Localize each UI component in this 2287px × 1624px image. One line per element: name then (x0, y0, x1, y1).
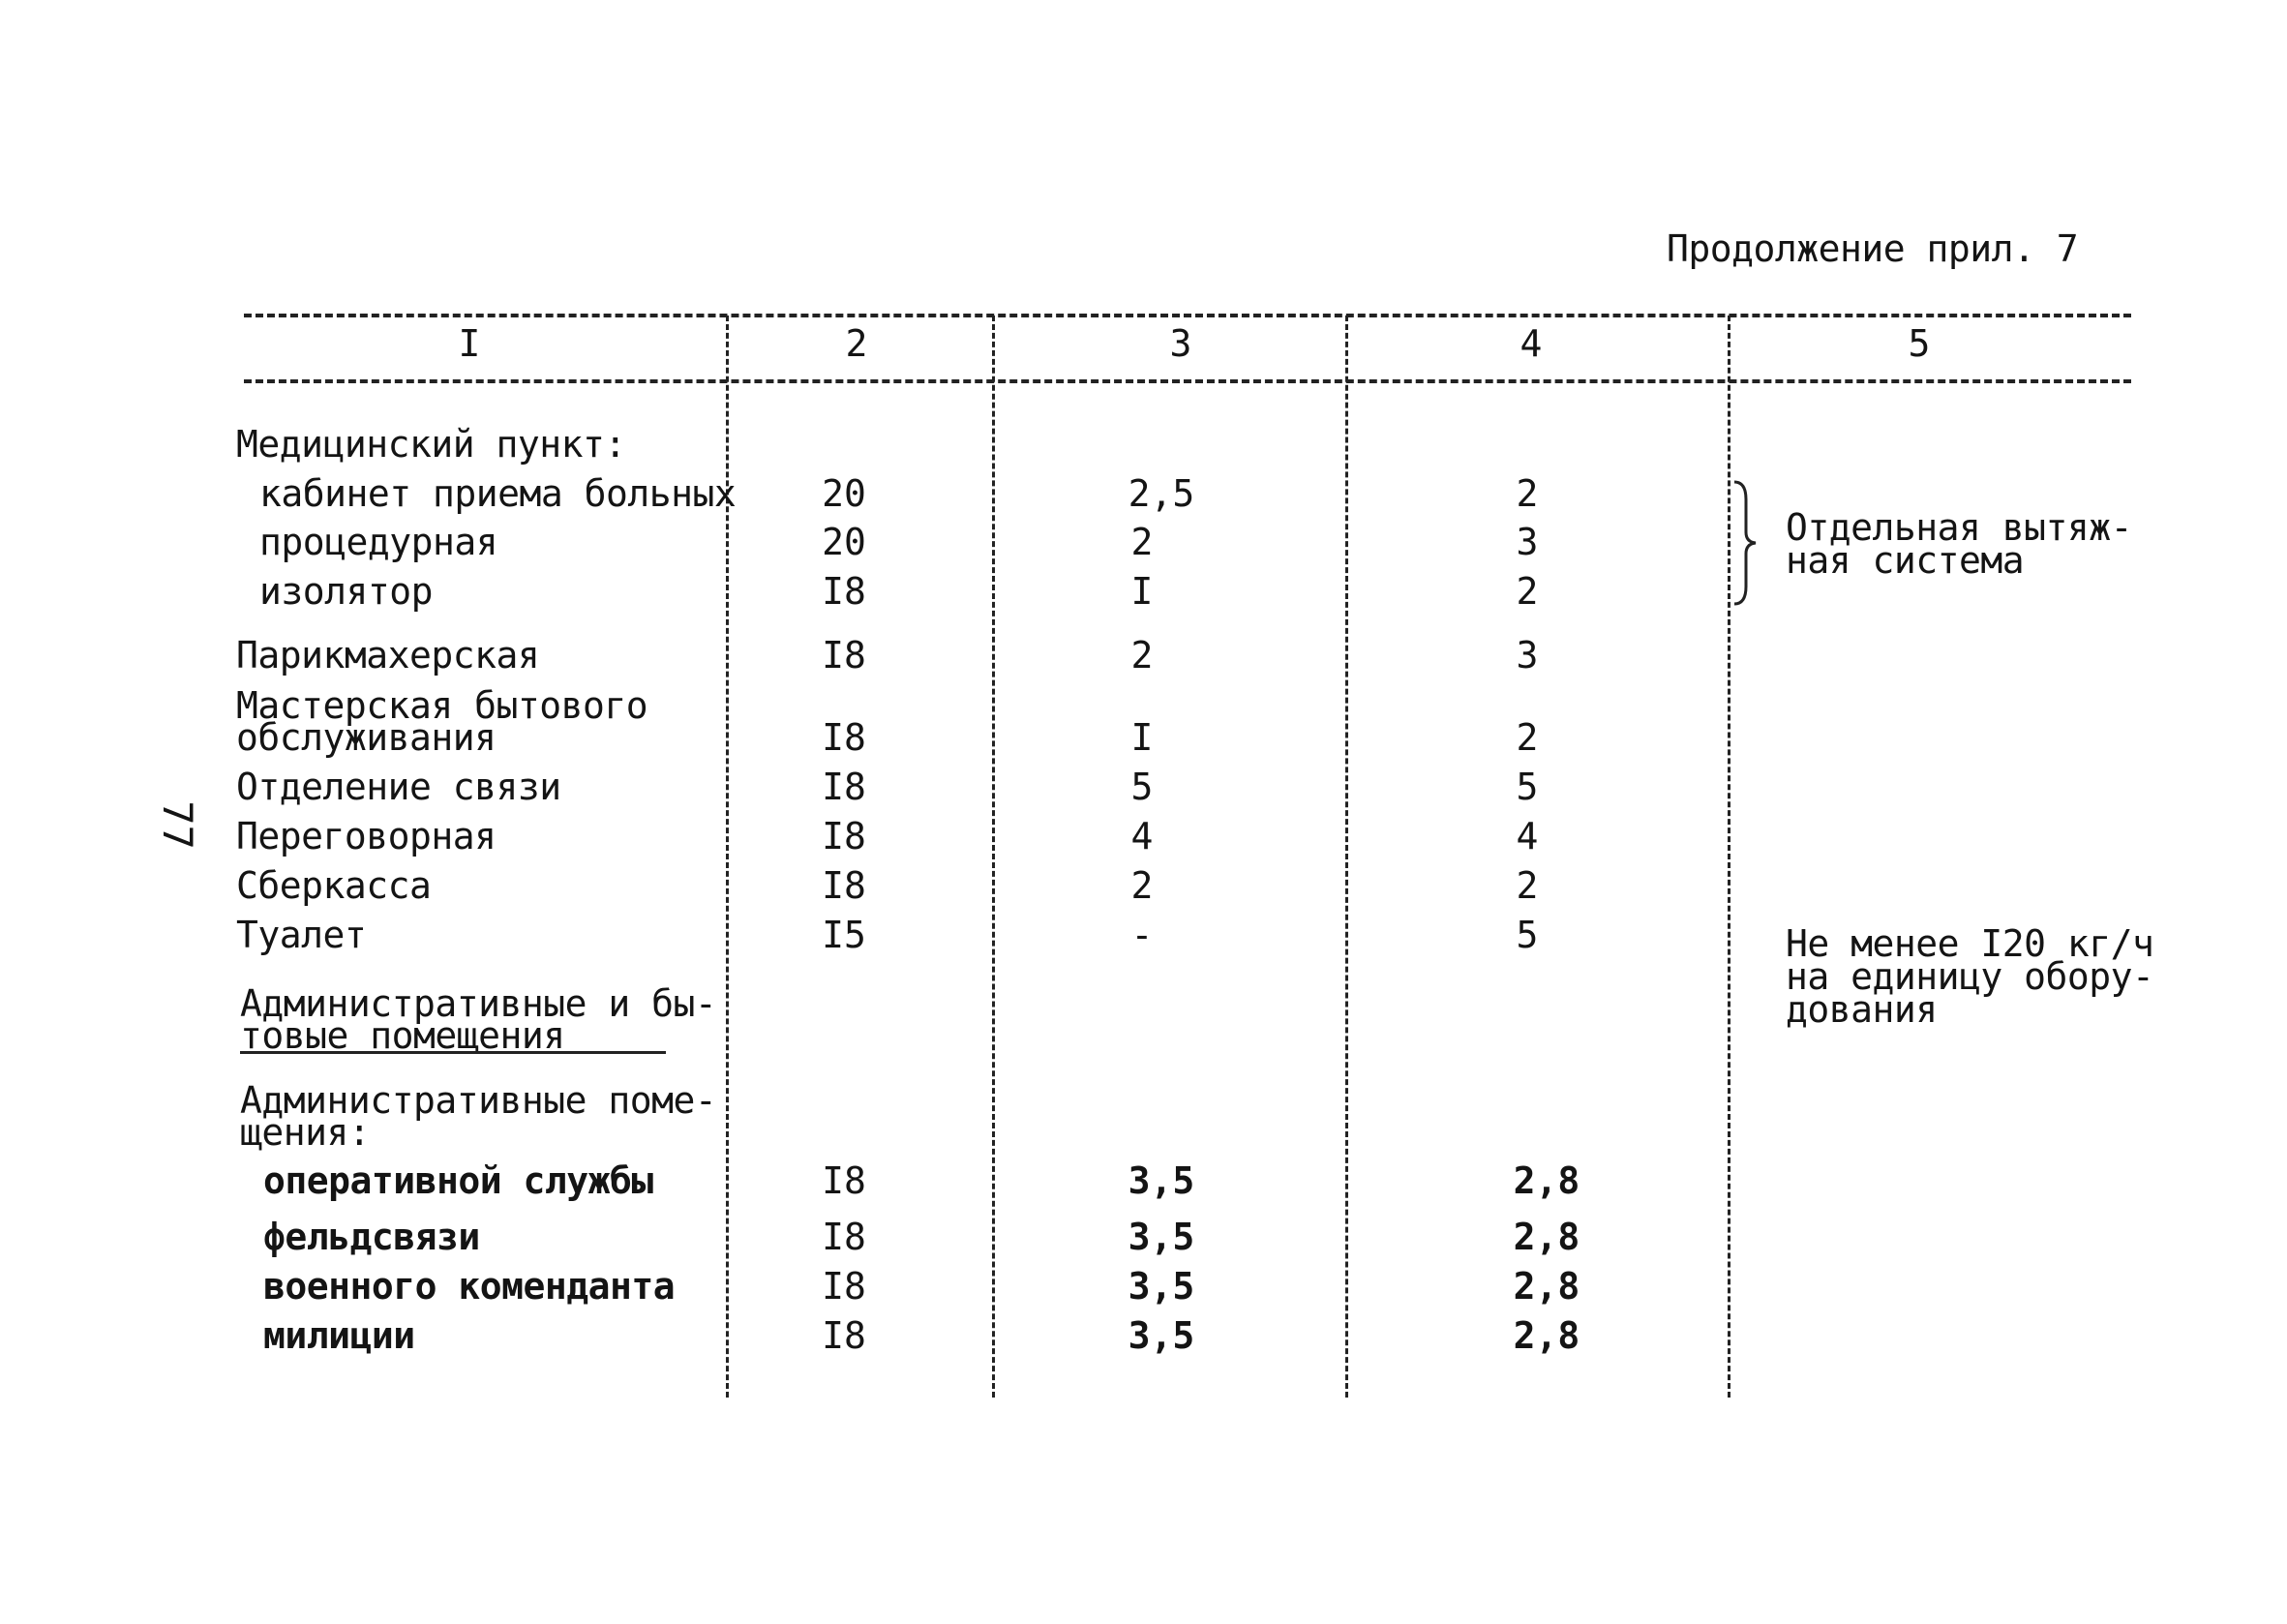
cell-col4: 2 (1516, 716, 1539, 759)
cell-col2: I8 (822, 716, 866, 759)
row-label: Сберкасса (236, 864, 432, 907)
cell-col4: 2 (1516, 864, 1539, 907)
row-label: военного коменданта (263, 1265, 676, 1308)
cell-col3: 2 (1130, 864, 1154, 907)
cell-col2: I8 (822, 815, 866, 857)
cell-col3: I (1130, 570, 1154, 613)
cell-col4: 5 (1516, 766, 1539, 808)
note-separate-exhaust-2: ная система (1786, 539, 2025, 582)
page-number: 77 (153, 800, 201, 850)
column-separator-2 (992, 316, 995, 1398)
cell-col3: 2,5 (1128, 472, 1195, 515)
row-label: процедурная (259, 521, 498, 563)
cell-col2: 20 (822, 472, 866, 515)
cell-col4: 3 (1516, 634, 1539, 677)
cell-col2: I8 (822, 766, 866, 808)
cell-col2: I5 (822, 914, 866, 956)
cell-col3: 4 (1130, 815, 1154, 857)
table-top-rule (244, 314, 2131, 317)
cell-col2: I8 (822, 1216, 866, 1258)
row-label: Административные поме- (240, 1079, 717, 1122)
cell-col3: 3,5 (1128, 1265, 1195, 1308)
row-label: обслуживания (236, 716, 497, 759)
cell-col3: 2 (1130, 521, 1154, 563)
cell-col2: I8 (822, 1265, 866, 1308)
row-label: Мастерская бытового (236, 684, 648, 727)
row-label: изолятор (259, 570, 434, 613)
column-header-1: I (458, 322, 481, 365)
cell-col4: 2 (1516, 472, 1539, 515)
column-header-4: 4 (1520, 322, 1543, 365)
row-label: Переговорная (236, 815, 497, 857)
row-label: Отделение связи (236, 766, 561, 808)
column-separator-4 (1728, 316, 1730, 1398)
cell-col4: 2,8 (1513, 1314, 1580, 1357)
note-toilet-1: Не менее I20 кг/ч (1786, 922, 2154, 965)
row-label: милиции (263, 1314, 415, 1357)
cell-col4: 2,8 (1513, 1159, 1580, 1202)
column-separator-3 (1345, 316, 1348, 1398)
cell-col2: I8 (822, 1159, 866, 1202)
table-header-rule (244, 379, 2131, 383)
note-separate-exhaust-1: Отдельная вытяж- (1786, 506, 2133, 549)
cell-col2: I8 (822, 570, 866, 613)
row-label: щения: (240, 1111, 371, 1154)
brace-icon (1730, 480, 1760, 606)
row-label: Туалет (236, 914, 367, 956)
cell-col4: 3 (1516, 521, 1539, 563)
cell-col3: 5 (1130, 766, 1154, 808)
cell-col2: I8 (822, 1314, 866, 1357)
cell-col3: 3,5 (1128, 1314, 1195, 1357)
column-header-2: 2 (845, 322, 868, 365)
row-label: Медицинский пункт: (236, 423, 626, 466)
cell-col3: 3,5 (1128, 1216, 1195, 1258)
section-heading: товые помещения (240, 1014, 565, 1057)
row-label: оперативной службы (263, 1159, 653, 1202)
row-label: кабинет приема больных (259, 472, 737, 515)
cell-col3: 2 (1130, 634, 1154, 677)
cell-col3: I (1130, 716, 1154, 759)
note-toilet-3: дования (1786, 988, 1938, 1031)
row-label: фельдсвязи (263, 1216, 480, 1258)
cell-col4: 5 (1516, 914, 1539, 956)
section-heading-underline (240, 1051, 666, 1054)
cell-col3: - (1130, 914, 1154, 956)
cell-col4: 2,8 (1513, 1216, 1580, 1258)
cell-col2: 20 (822, 521, 866, 563)
note-toilet-2: на единицу обору- (1786, 955, 2154, 998)
column-header-3: 3 (1169, 322, 1192, 365)
caption: Продолжение прил. 7 (1667, 227, 2079, 270)
cell-col4: 2,8 (1513, 1265, 1580, 1308)
section-heading: Административные и бы- (240, 982, 717, 1025)
cell-col2: I8 (822, 634, 866, 677)
cell-col3: 3,5 (1128, 1159, 1195, 1202)
cell-col4: 4 (1516, 815, 1539, 857)
column-header-5: 5 (1908, 322, 1931, 365)
row-label: Парикмахерская (236, 634, 540, 677)
cell-col4: 2 (1516, 570, 1539, 613)
cell-col2: I8 (822, 864, 866, 907)
